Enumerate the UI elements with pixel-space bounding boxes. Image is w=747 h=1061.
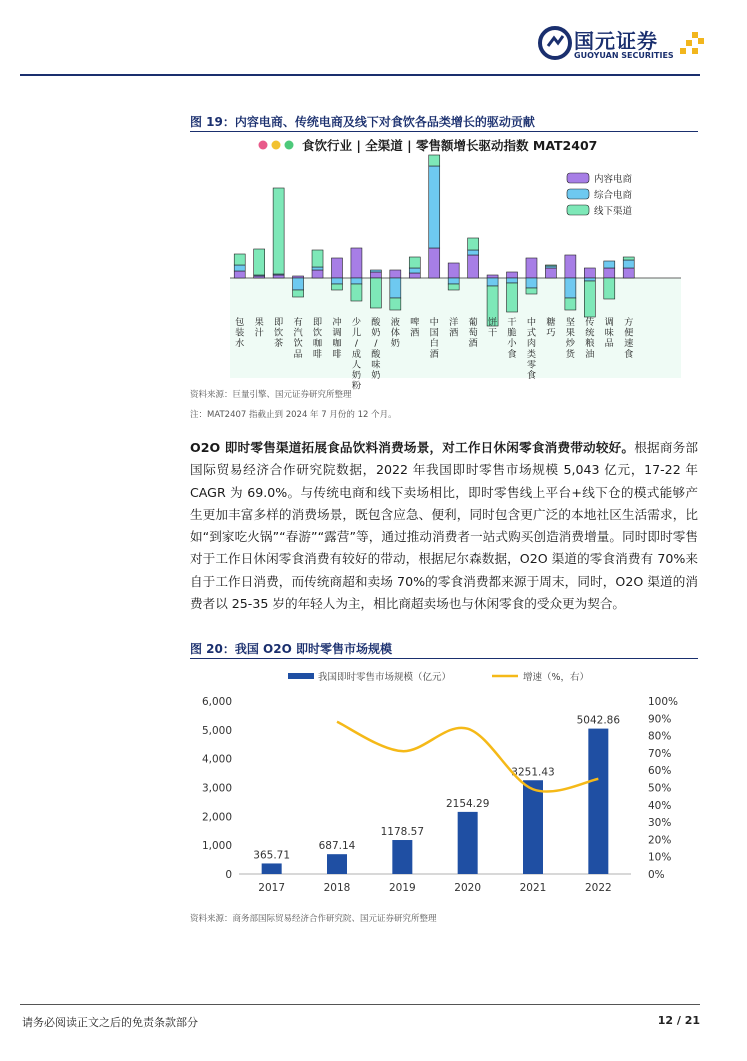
data-label: 687.14: [318, 840, 356, 853]
figure-19-rule: [190, 131, 698, 132]
y2-tick-label: 50%: [648, 782, 672, 795]
category-label: 中式肉类零食: [526, 317, 537, 381]
y-tick-label: 3,000: [201, 782, 232, 795]
figure-20-source: 资料来源：商务部国际贸易经济合作研究院、国元证券研究所整理: [190, 914, 437, 924]
bar-segment: [468, 238, 479, 250]
logo-text-en: GUOYUAN SECURITIES: [574, 51, 674, 60]
category-label: 液体奶: [390, 317, 400, 350]
y2-tick-label: 30%: [648, 817, 672, 830]
bar-segment: [584, 268, 595, 278]
footer-disclaimer: 请务必阅读正文之后的免责条款部分: [22, 1016, 198, 1029]
figure-19-note: 注：MAT2407 指截止到 2024 年 7 月份的 12 个月。: [190, 410, 397, 420]
company-logo: [538, 24, 708, 64]
legend-label: 线下渠道: [594, 206, 633, 217]
x-tick-label: 2021: [519, 882, 547, 894]
y-tick-label: 4,000: [201, 753, 232, 766]
bar-segment: [370, 278, 381, 308]
bar: [327, 854, 347, 874]
chart-19-title: 食饮行业 | 全渠道 | 零售额增长驱动指数 MAT2407: [302, 138, 598, 153]
y2-tick-label: 10%: [648, 851, 672, 864]
legend-swatch: [567, 205, 589, 215]
bar-segment: [545, 265, 556, 266]
bar-segment: [429, 166, 440, 248]
bar: [458, 812, 478, 874]
bar-segment: [331, 258, 342, 278]
bar: [392, 840, 412, 874]
bar-segment: [390, 298, 401, 310]
category-label: 冲调咖啡: [332, 317, 342, 360]
bar-segment: [507, 283, 518, 312]
bar-segment: [526, 278, 537, 288]
legend-label: 内容电商: [594, 174, 633, 185]
bar-segment: [370, 272, 381, 278]
category-label: 中国白酒: [429, 317, 439, 360]
bar-segment: [584, 278, 595, 281]
bar-segment: [312, 250, 323, 267]
y-tick-label: 6,000: [201, 696, 232, 708]
traffic-dots-icon: [259, 141, 294, 150]
logo-text-cn: 国元证券: [574, 29, 658, 53]
bar: [523, 780, 543, 874]
category-label: 传统粮油: [585, 317, 595, 360]
category-label: 少儿/成人奶粉: [351, 317, 362, 392]
x-tick-label: 2017: [258, 882, 286, 894]
page-number: 12 / 21: [657, 1014, 700, 1027]
bar-segment: [409, 257, 420, 268]
y2-tick-label: 0%: [648, 869, 665, 881]
bar: [588, 729, 608, 874]
figure-19-source: 资料来源：巨量引擎、国元证券研究所整理: [190, 390, 352, 400]
y-tick-label: 0: [225, 869, 232, 881]
figure-20-chart: [190, 660, 698, 900]
footer-rule: [20, 1004, 700, 1005]
category-label: 饼干: [487, 317, 498, 339]
bar-segment: [293, 290, 304, 297]
paragraph-lead: O2O 即时零售渠道拓展食品饮料消费场景，对工作日休闲零食消费带动较好。: [190, 440, 635, 455]
bar-segment: [409, 268, 420, 273]
y2-tick-label: 40%: [648, 799, 672, 812]
bar-segment: [331, 278, 342, 284]
bar-segment: [604, 268, 615, 278]
bar-segment: [312, 270, 323, 278]
category-label: 即饮茶: [274, 317, 284, 350]
bar-segment: [273, 275, 284, 278]
category-label: 酸奶/酸味奶: [371, 317, 381, 381]
bar-segment: [565, 278, 576, 298]
bar-segment: [429, 155, 440, 166]
bar-segment: [351, 248, 362, 278]
category-label: 果汁: [254, 317, 264, 339]
bar-segment: [487, 275, 498, 278]
data-label: 365.71: [253, 849, 291, 862]
bar-segment: [448, 263, 459, 278]
x-tick-label: 2018: [323, 882, 351, 894]
bar-segment: [468, 255, 479, 278]
x-tick-label: 2020: [454, 882, 482, 894]
bar-segment: [351, 284, 362, 301]
category-label: 葡萄酒: [468, 317, 478, 350]
header-rule: [20, 74, 700, 76]
bar-segment: [331, 284, 342, 290]
category-label: 即饮咖啡: [312, 317, 323, 360]
logo-emblem-icon: [538, 26, 572, 60]
bar-segment: [604, 278, 615, 299]
x-tick-label: 2022: [584, 882, 612, 894]
bar-segment: [545, 268, 556, 278]
y2-tick-label: 60%: [648, 765, 672, 778]
bar-segment: [429, 248, 440, 278]
category-label: 洋酒: [449, 317, 459, 339]
data-label: 2154.29: [445, 797, 490, 810]
bar-segment: [409, 273, 420, 278]
bar-segment: [234, 271, 245, 278]
data-label: 5042.86: [576, 714, 621, 727]
y2-tick-label: 90%: [648, 713, 672, 726]
legend-swatch: [567, 173, 589, 183]
bar-segment: [390, 270, 401, 278]
data-label: 1178.57: [380, 826, 425, 839]
category-label: 啤酒: [410, 317, 420, 339]
paragraph-body: 根据商务部国际贸易经济合作研究院数据，2022 年我国即时零售市场规模 5,043 亿元，17-22 年 CAGR 为 69.0%。与传统电商和线下卖场相比，即时零售线上平台+线下仓的模式能够产生更加丰富多样的消费场景，既包含应急、便利，同时包含更广泛的本地社区生活需求，比如“到家吃火锅”“春游”“露营”等，通过推动消费者一站式购买创造消费增量。同时即时零售对于工作日休闲零食消费有较好的带动，根据尼尔森数据，O2O 渠道的零食消费有 70%来自于工作日消费，而传统商超和卖场 70%的零食消费都来源于周末，同时，O2O 渠道的消费者以 25-35 岁的年轻人为主，相比商超卖场也与休闲零食的受众更为契合。: [190, 440, 699, 612]
y-tick-label: 2,000: [201, 811, 232, 824]
growth-line: [337, 722, 598, 792]
bar-segment: [468, 250, 479, 255]
bar-segment: [623, 260, 634, 268]
legend-swatch: [567, 189, 589, 199]
bar-segment: [623, 257, 634, 260]
bar-segment: [604, 261, 615, 268]
legend-label: 我国即时零售市场规模（亿元）: [318, 672, 452, 683]
y-tick-label: 1,000: [201, 840, 232, 853]
bar-segment: [526, 288, 537, 294]
legend-label: 综合电商: [594, 190, 633, 201]
bar-segment: [565, 298, 576, 310]
figure-20-rule: [190, 658, 698, 659]
bar: [262, 863, 282, 874]
bar-segment: [487, 278, 498, 286]
bar-segment: [293, 278, 304, 290]
category-label: 包装水: [235, 317, 245, 350]
bar-segment: [234, 254, 245, 265]
bar-segment: [448, 278, 459, 284]
figure-20-caption: 图 20：我国 O2O 即时零售市场规模: [190, 642, 392, 656]
bar-segment: [526, 258, 537, 278]
bar-segment: [312, 267, 323, 270]
category-label: 糖巧: [546, 317, 556, 339]
bar-segment: [351, 278, 362, 284]
x-tick-label: 2019: [388, 882, 416, 894]
legend-label: 增速（%，右）: [523, 672, 590, 683]
bar-segment: [565, 255, 576, 278]
bar-segment: [507, 272, 518, 278]
logo-mark-icon: [678, 30, 708, 58]
bar-segment: [584, 281, 595, 317]
y2-tick-label: 100%: [648, 696, 679, 708]
category-label: 坚果炒货: [565, 317, 575, 360]
y2-tick-label: 80%: [648, 730, 672, 743]
y2-tick-label: 20%: [648, 834, 672, 847]
data-label: 3251.43: [511, 766, 555, 779]
legend-swatch: [288, 673, 314, 679]
figure-19-categories: [190, 315, 698, 392]
bar-segment: [370, 270, 381, 272]
category-label: 有汽饮品: [293, 317, 303, 360]
bar-segment: [507, 278, 518, 283]
bar-segment: [390, 278, 401, 298]
category-label: 干脆小食: [507, 317, 517, 360]
bar-segment: [448, 284, 459, 290]
category-label: 方便速食: [624, 317, 634, 360]
category-label: 调味品: [604, 317, 614, 350]
figure-19-caption: 图 19：内容电商、传统电商及线下对食饮各品类增长的驱动贡献: [190, 115, 535, 129]
bar-segment: [273, 188, 284, 274]
bar-segment: [254, 249, 265, 275]
bar-segment: [623, 268, 634, 278]
body-paragraph: [190, 437, 698, 615]
y2-tick-label: 70%: [648, 747, 672, 760]
y-tick-label: 5,000: [201, 724, 232, 737]
bar-segment: [234, 265, 245, 271]
